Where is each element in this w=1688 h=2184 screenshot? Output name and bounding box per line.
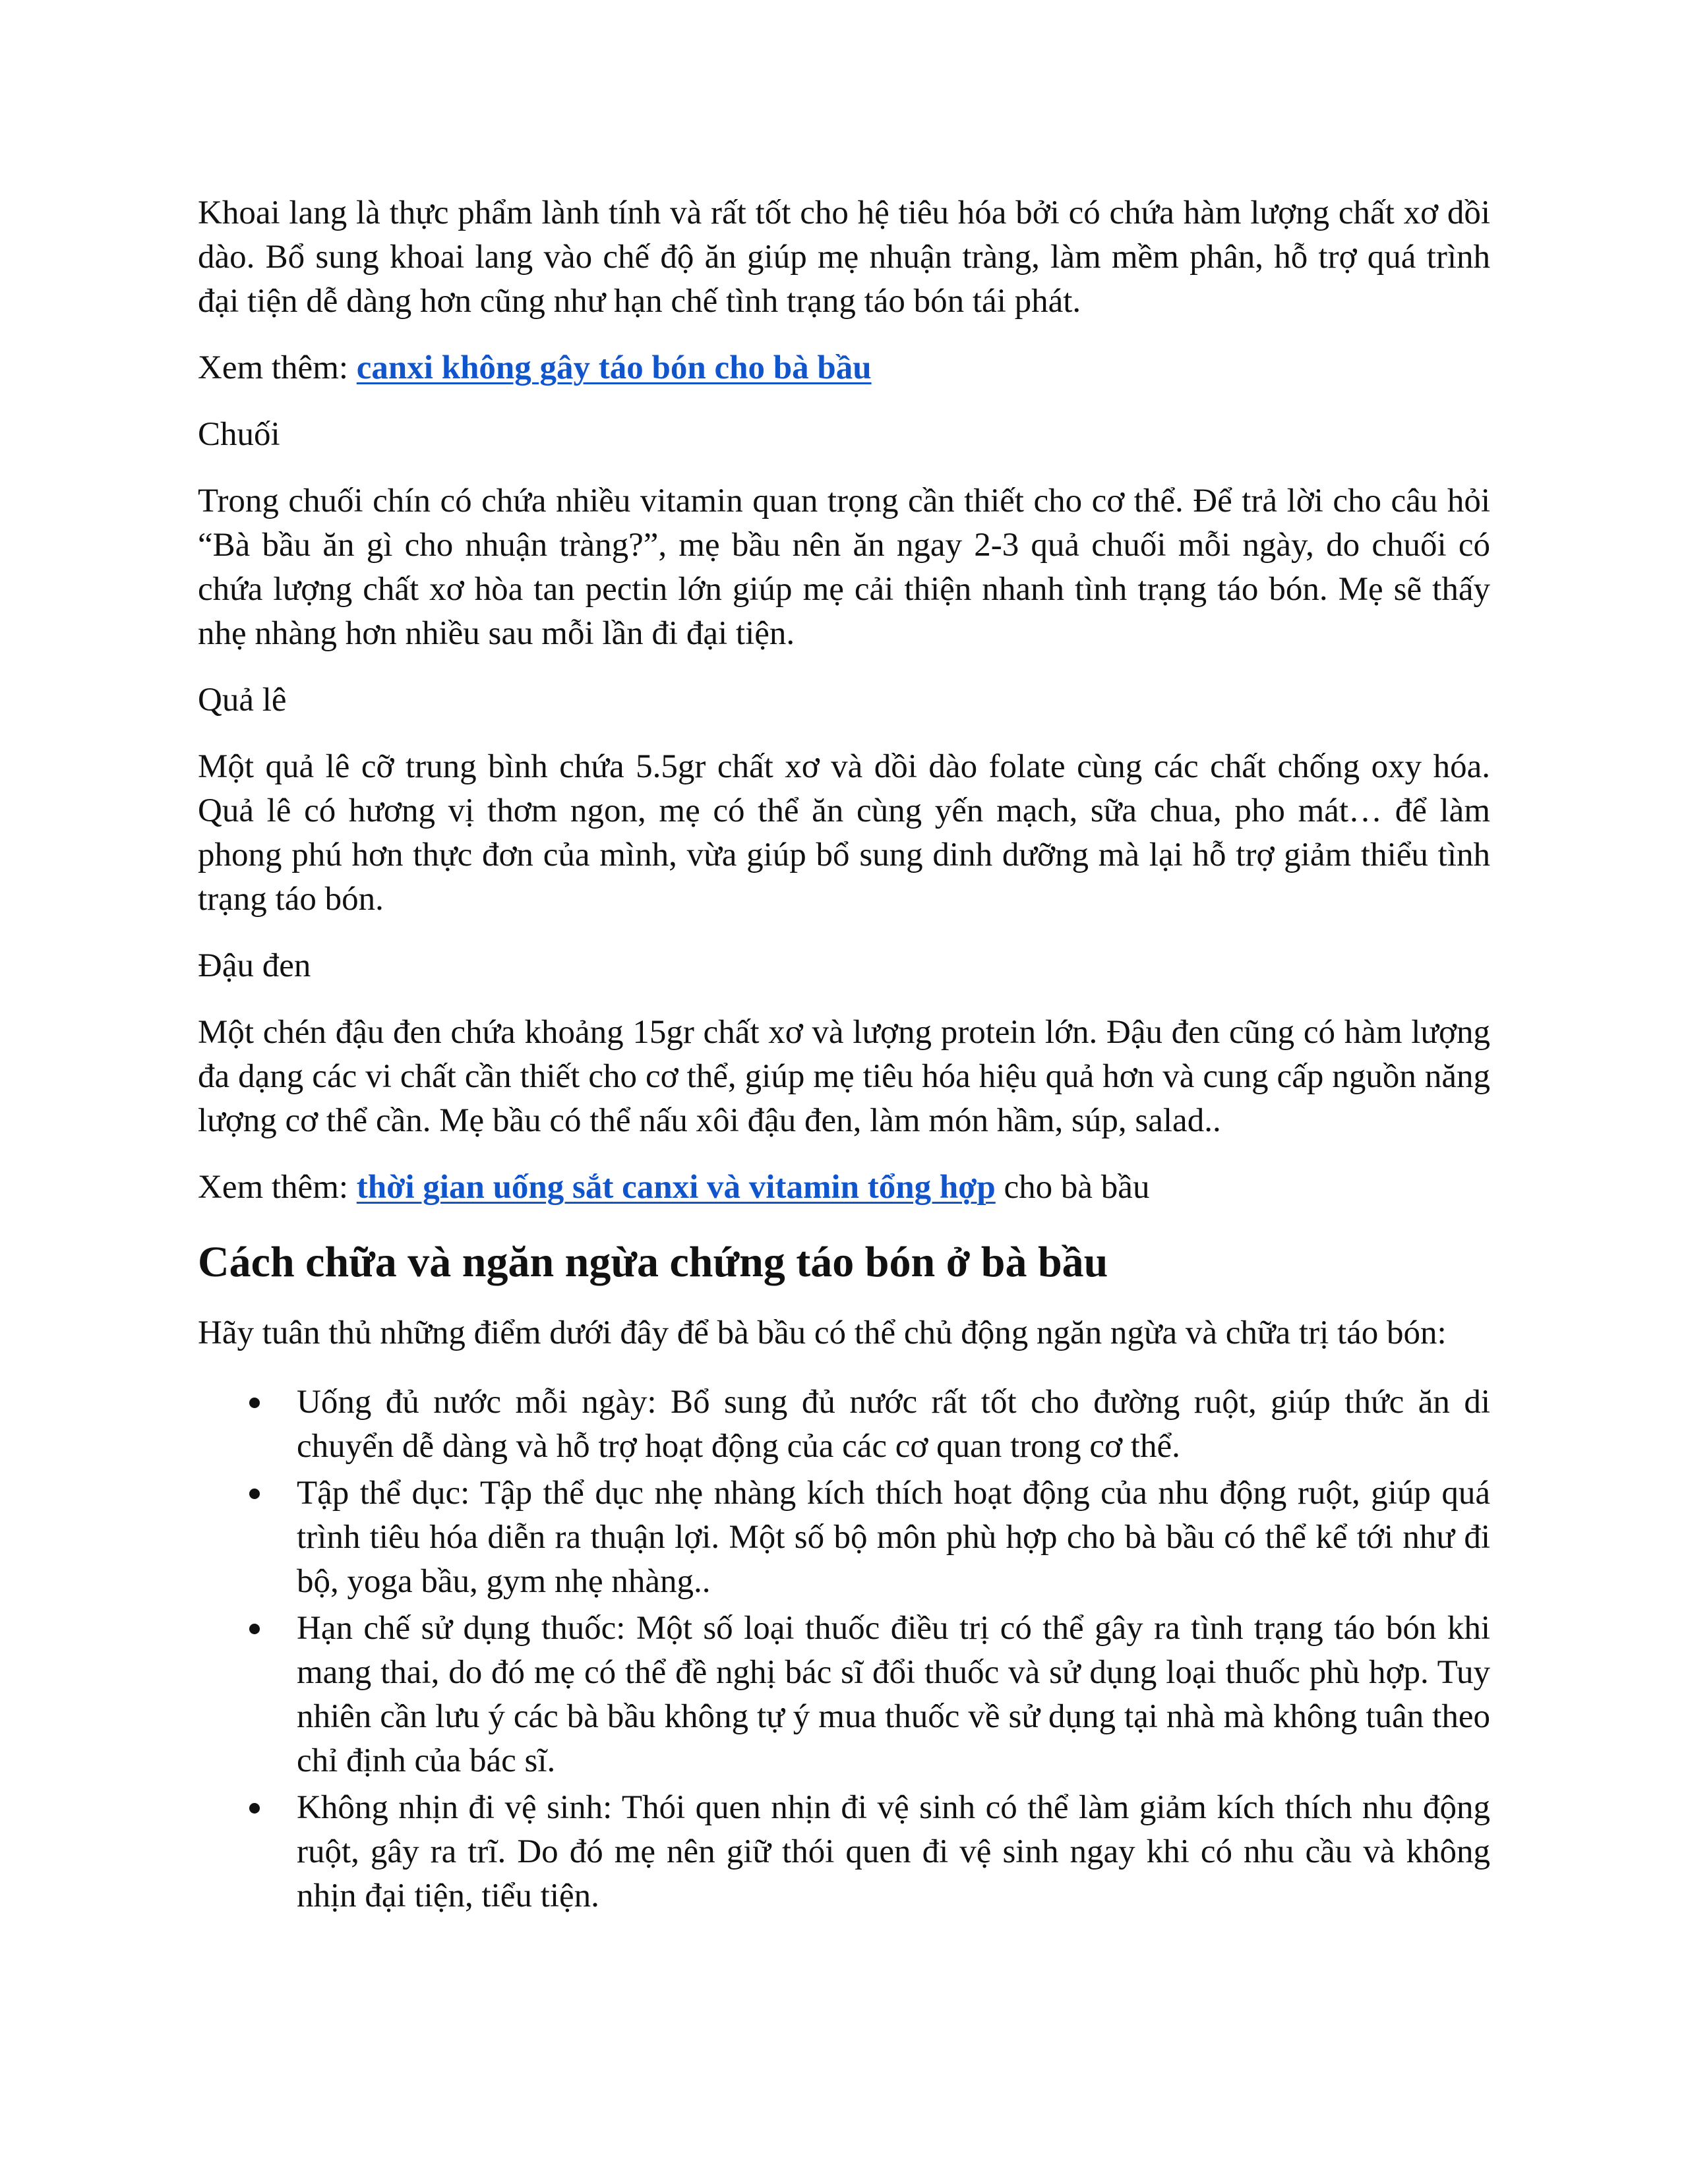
- see-more-link-canxi[interactable]: canxi không gây táo bón cho bà bầu: [356, 349, 872, 386]
- bullet-icon: [249, 1489, 260, 1499]
- list-item-text: Tập thể dục: Tập thể dục nhẹ nhàng kích thích hoạt động của nhu động ruột, giúp quá trình tiêu hóa diễn ra thuận lợi. Một số bộ môn phù hợp cho bà bầu có thể kể tới như đi bộ, yoga bầu, gym nhẹ nhàng..: [297, 1475, 1490, 1600]
- paragraph-khoai-lang: Khoai lang là thực phẩm lành tính và rất tốt cho hệ tiêu hóa bởi có chứa hàm lượng chất xơ dồi dào. Bổ sung khoai lang vào chế độ ăn giúp mẹ nhuận tràng, làm mềm phân, hỗ trợ quá trình đại tiện dễ dàng hơn cũng như hạn chế tình trạng táo bón tái phát.: [198, 194, 1490, 320]
- bullet-icon: [249, 1398, 260, 1408]
- list-item-text: Hạn chế sử dụng thuốc: Một số loại thuốc điều trị có thể gây ra tình trạng táo bón khi mang thai, do đó mẹ có thể đề nghị bác sĩ đổi thuốc và sử dụng loại thuốc phù hợp. Tuy nhiên cần lưu ý các bà bầu không tự ý mua thuốc về sử dụng tại nhà mà không tuân theo chỉ định của bác sĩ.: [297, 1610, 1490, 1779]
- list-item: [198, 1471, 1490, 1604]
- paragraph-chuoi: Trong chuối chín có chứa nhiều vitamin quan trọng cần thiết cho cơ thể. Để trả lời cho câu hỏi “Bà bầu ăn gì cho nhuận tràng?”, mẹ bầu nên ăn ngay 2-3 quả chuối mỗi ngày, do chuối có chứa lượng chất xơ hòa tan pectin lớn giúp mẹ cải thiện nhanh tình trạng táo bón. Mẹ sẽ thấy nhẹ nhàng hơn nhiều sau mỗi lần đi đại tiện.: [198, 483, 1490, 652]
- tips-list: [198, 1380, 1490, 1918]
- see-more-line-1: [198, 346, 1490, 390]
- see-more-prefix: Xem thêm:: [198, 1169, 357, 1206]
- section-intro: Hãy tuân thủ những điểm dưới đây để bà bầu có thể chủ động ngăn ngừa và chữa trị táo bón:: [198, 1314, 1447, 1351]
- bullet-icon: [249, 1803, 260, 1814]
- label-chuoi: Chuối: [198, 416, 280, 453]
- list-item: [198, 1380, 1490, 1469]
- label-qua-le: Quả lê: [198, 682, 287, 719]
- see-more-prefix: Xem thêm:: [198, 349, 357, 386]
- see-more-suffix: cho bà bầu: [995, 1169, 1150, 1206]
- see-more-link-sat-canxi[interactable]: thời gian uống sắt canxi và vitamin tổng hợp: [356, 1169, 996, 1206]
- label-dau-den: Đậu đen: [198, 947, 311, 984]
- paragraph-qua-le: Một quả lê cỡ trung bình chứa 5.5gr chất xơ và dồi dào folate cùng các chất chống oxy hóa. Quả lê có hương vị thơm ngon, mẹ có thể ăn cùng yến mạch, sữa chua, pho mát… để làm phong phú hơn thực đơn của mình, vừa giúp bổ sung dinh dưỡng mà lại hỗ trợ giảm thiểu tình trạng táo bón.: [198, 748, 1490, 918]
- bullet-icon: [249, 1624, 260, 1634]
- document-page: [198, 191, 1490, 1921]
- see-more-line-2: [198, 1166, 1490, 1210]
- list-item-text: Uống đủ nước mỗi ngày: Bổ sung đủ nước rất tốt cho đường ruột, giúp thức ăn di chuyển dễ dàng và hỗ trợ hoạt động của các cơ quan trong cơ thể.: [297, 1384, 1490, 1465]
- paragraph-dau-den: Một chén đậu đen chứa khoảng 15gr chất xơ và lượng protein lớn. Đậu đen cũng có hàm lượng đa dạng các vi chất cần thiết cho cơ thể, giúp mẹ tiêu hóa hiệu quả hơn và cung cấp nguồn năng lượng cơ thể cần. Mẹ bầu có thể nấu xôi đậu đen, làm món hầm, súp, salad..: [198, 1014, 1490, 1139]
- list-item: [198, 1607, 1490, 1783]
- section-heading: Cách chữa và ngăn ngừa chứng táo bón ở bà bầu: [198, 1238, 1108, 1286]
- list-item: [198, 1786, 1490, 1918]
- list-item-text: Không nhịn đi vệ sinh: Thói quen nhịn đi vệ sinh có thể làm giảm kích thích nhu động ruột, gây ra trĩ. Do đó mẹ nên giữ thói quen đi vệ sinh ngay khi có nhu cầu và không nhịn đại tiện, tiểu tiện.: [297, 1789, 1490, 1914]
